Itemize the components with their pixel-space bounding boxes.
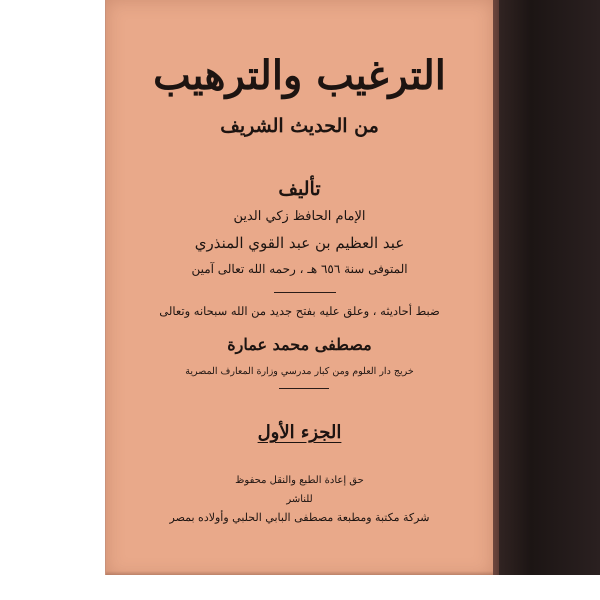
editor-description: خريج دار العلوم ومن كبار مدرسي وزارة المعارف المصرية (185, 366, 414, 377)
scan-margin (0, 575, 600, 600)
author-death-date: المتوفى سنة ٦٥٦ هـ ، رحمه الله تعالى آمين (191, 262, 408, 276)
author-title: الإمام الحافظ زكي الدين (233, 209, 366, 224)
publisher-label: للناشر (286, 494, 313, 505)
rights-notice: حق إعادة الطبع والنقل محفوظ (235, 475, 364, 486)
volume-label: الجزء الأول (257, 422, 342, 443)
divider (279, 388, 329, 389)
publisher-name: شركة مكتبة ومطبعة مصطفى البابي الحلبي وأولاده بمصر (169, 511, 430, 524)
book-binding (485, 0, 600, 600)
author-name: عبد العظيم بن عبد القوي المنذري (194, 234, 405, 252)
title-page (105, 0, 493, 577)
divider (274, 292, 336, 293)
book-title: الترغيب والترهيب (153, 52, 446, 99)
authorship-label: تأليف (278, 178, 321, 200)
editor-name: مصطفى محمد عمارة (227, 335, 372, 354)
book-subtitle: من الحديث الشريف (220, 115, 379, 137)
editing-note: ضبط أحاديثه ، وعلق عليه بفتح جديد من الله سبحانه وتعالى (159, 304, 440, 318)
